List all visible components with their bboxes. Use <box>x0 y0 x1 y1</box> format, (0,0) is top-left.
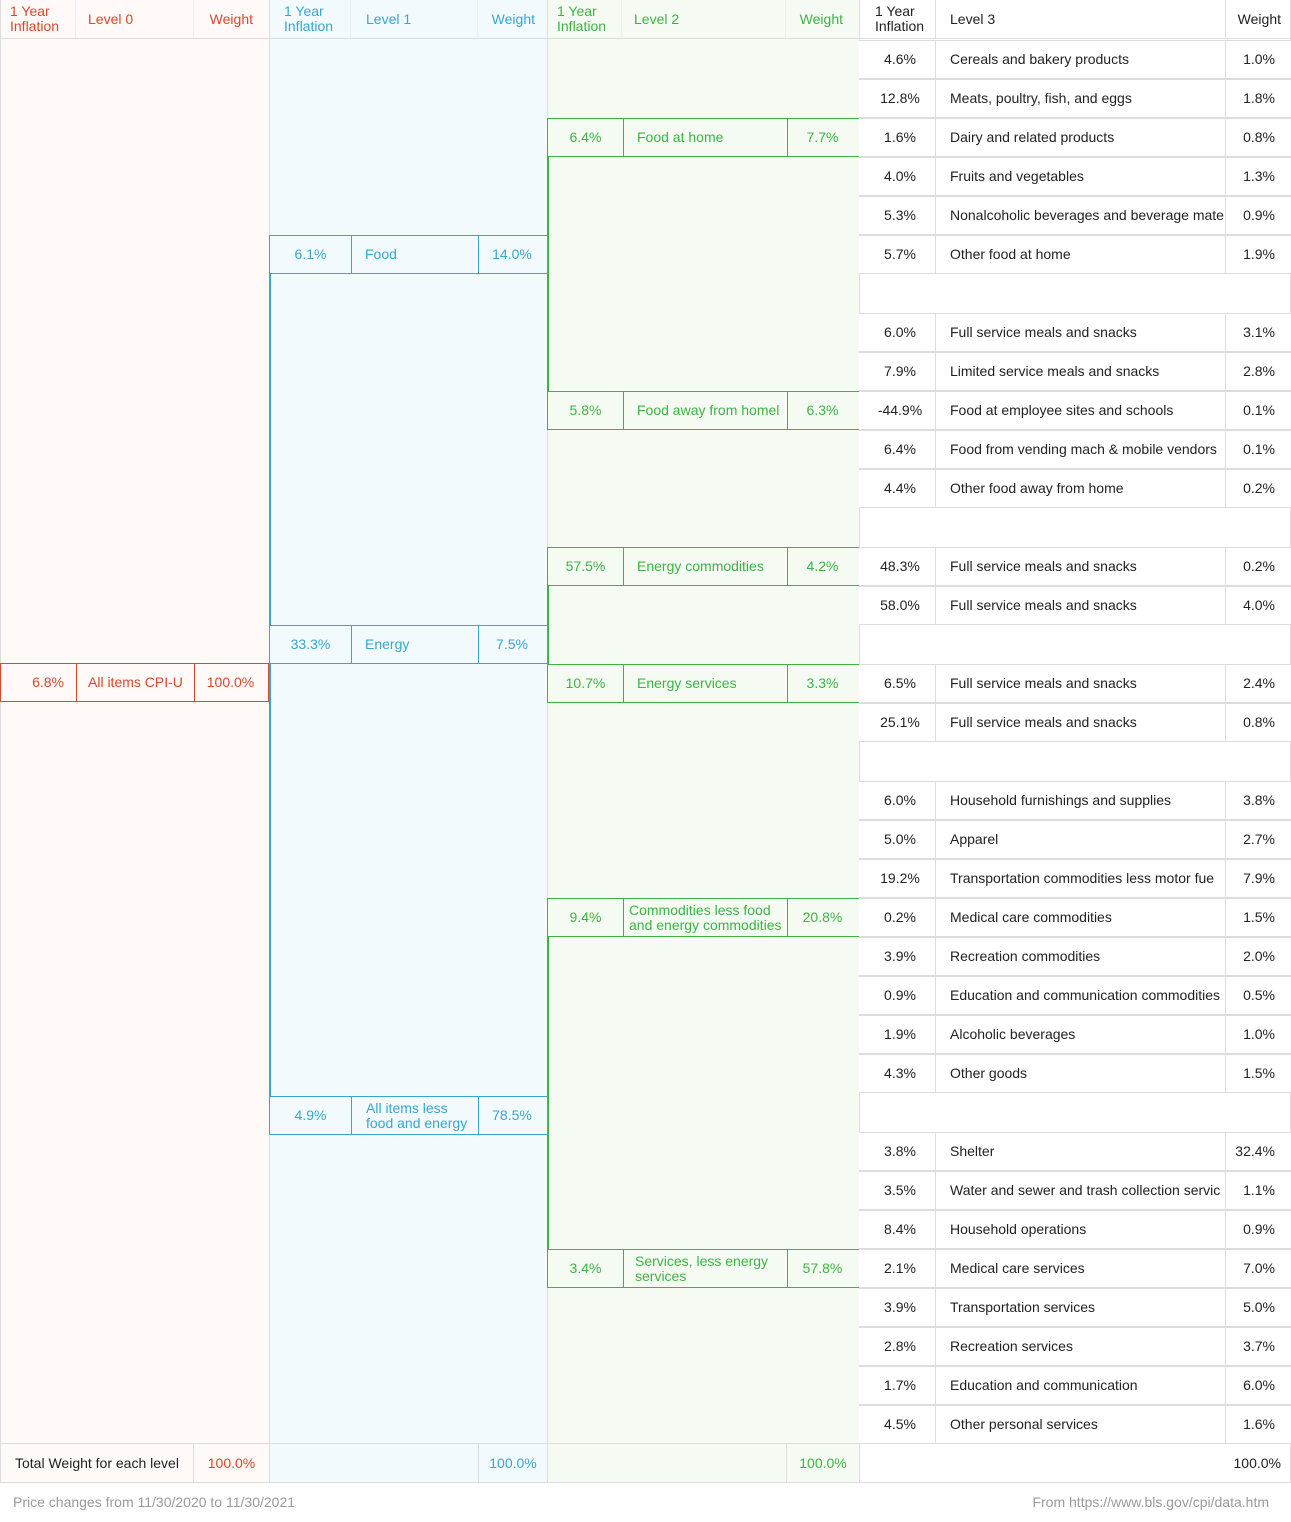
level3-label: Medical care services <box>950 1260 1085 1276</box>
level3-weight: 1.5% <box>1243 909 1275 925</box>
level1-0-inflation: 6.1% <box>294 246 327 262</box>
level3-row[interactable] <box>859 1366 1291 1405</box>
header-l2-inflation <box>547 0 622 39</box>
header-l2-level <box>622 0 786 39</box>
level3-weight: 2.0% <box>1243 948 1275 964</box>
level3-row[interactable] <box>859 196 1291 235</box>
level3-inflation: 6.0% <box>884 324 916 340</box>
level1-1-row[interactable] <box>269 625 548 664</box>
level3-label: Education and communication commodities <box>950 987 1221 1003</box>
header-l1-level <box>351 0 478 39</box>
level3-label: Full service meals and snacks <box>950 714 1137 730</box>
level2-4-weight: 20.8% <box>802 909 843 925</box>
level2-5-inflation: 3.4% <box>569 1260 602 1276</box>
level3-inflation: 1.7% <box>884 1377 916 1393</box>
level2-3-inflation: 10.7% <box>565 675 606 691</box>
header-l0-inflation-text: 1 Year Inflation <box>10 3 60 34</box>
level2-5-weight: 57.8% <box>802 1260 843 1276</box>
header-l1-weight-text: Weight <box>491 10 535 27</box>
level3-row[interactable] <box>859 1132 1291 1171</box>
footer-total-l0-text: 100.0% <box>207 1455 256 1471</box>
header-l2-weight-text: Weight <box>799 10 843 27</box>
level3-weight: 0.2% <box>1243 558 1275 574</box>
level3-inflation: 5.3% <box>884 207 916 223</box>
level3-weight: 7.0% <box>1243 1260 1275 1276</box>
level3-weight: 0.9% <box>1243 1221 1275 1237</box>
level3-inflation: 6.4% <box>884 441 916 457</box>
level3-label: Limited service meals and snacks <box>950 363 1160 379</box>
level3-inflation: 0.9% <box>884 987 916 1003</box>
level2-1-inflation: 5.8% <box>569 402 602 418</box>
level3-row[interactable] <box>859 820 1291 859</box>
level3-row[interactable] <box>859 1288 1291 1327</box>
level2-4-label: Commodities less food and energy commodities <box>629 901 782 933</box>
level3-weight: 1.0% <box>1243 51 1275 67</box>
header-l3-weight <box>1226 0 1291 39</box>
footer-total-l0 <box>194 1443 269 1483</box>
level3-row[interactable] <box>859 79 1291 118</box>
level2-4-row[interactable] <box>547 898 860 937</box>
header-l0-level-text: Level 0 <box>88 10 134 27</box>
level3-weight: 2.4% <box>1243 675 1275 691</box>
level3-label: Other food away from home <box>950 480 1124 496</box>
header-l2-level-text: Level 2 <box>634 10 680 27</box>
level3-row[interactable] <box>859 703 1291 742</box>
footer-total-l2-text: 100.0% <box>799 1455 847 1471</box>
level3-row[interactable] <box>859 1015 1291 1054</box>
level2-2-label: Energy commodities <box>637 558 764 574</box>
header-l1-inflation <box>269 0 351 39</box>
connector-l1-spine <box>269 235 271 1134</box>
level3-inflation: 4.0% <box>884 168 916 184</box>
level3-row[interactable] <box>859 430 1291 469</box>
level3-label: Other personal services <box>950 1416 1098 1432</box>
level2-1-label: Food away from homel <box>637 402 780 418</box>
level3-row[interactable] <box>859 1405 1291 1444</box>
level3-weight: 0.5% <box>1243 987 1275 1003</box>
level3-inflation: 19.2% <box>880 870 920 886</box>
level3-row[interactable] <box>859 313 1291 352</box>
level3-inflation: 3.8% <box>884 1143 916 1159</box>
level3-weight: 2.7% <box>1243 831 1275 847</box>
level2-2-weight: 4.2% <box>806 558 839 574</box>
level1-2-weight: 78.5% <box>492 1107 532 1123</box>
level3-label: Household furnishings and supplies <box>950 792 1172 808</box>
level2-0-weight: 7.7% <box>806 129 839 145</box>
level1-column-bg <box>269 0 547 1483</box>
level3-label: Other food at home <box>950 246 1071 262</box>
level2-5-row[interactable] <box>547 1249 860 1288</box>
level3-label: Household operations <box>950 1221 1087 1237</box>
level2-1-weight: 6.3% <box>806 402 839 418</box>
level3-label: Other goods <box>950 1065 1028 1081</box>
level0-row[interactable] <box>0 663 269 702</box>
level1-2-label: All items less food and energy <box>366 1099 468 1131</box>
level3-weight: 1.1% <box>1243 1182 1275 1198</box>
footer-total-l2 <box>786 1443 859 1483</box>
level3-inflation: 2.1% <box>884 1260 916 1276</box>
level3-weight: 1.9% <box>1243 246 1275 262</box>
level3-inflation: 4.3% <box>884 1065 916 1081</box>
level3-weight: 4.0% <box>1243 597 1275 613</box>
level0-label: All items CPI-U <box>88 674 183 690</box>
level3-row[interactable] <box>859 40 1291 79</box>
level3-label: Transportation services <box>950 1299 1095 1315</box>
level3-label: Full service meals and snacks <box>950 558 1137 574</box>
level3-label: Nonalcoholic beverages and beverage mate <box>950 207 1224 223</box>
level3-row[interactable] <box>859 976 1291 1015</box>
level3-row[interactable] <box>859 1171 1291 1210</box>
level0-inflation: 6.8% <box>32 674 64 690</box>
footer-total-label <box>0 1443 194 1483</box>
level3-label: Meats, poultry, fish, and eggs <box>950 90 1132 106</box>
level3-weight: 1.3% <box>1243 168 1275 184</box>
level3-row[interactable] <box>859 1249 1291 1288</box>
level3-inflation: 48.3% <box>880 558 920 574</box>
level3-inflation: 25.1% <box>880 714 920 730</box>
level3-label: Dairy and related products <box>950 129 1115 145</box>
level3-label: Recreation services <box>950 1338 1073 1354</box>
level3-weight: 32.4% <box>1235 1143 1275 1159</box>
level3-row[interactable] <box>859 157 1291 196</box>
footer-total-label-text: Total Weight for each level <box>15 1455 179 1471</box>
header-l0-inflation <box>0 0 76 39</box>
level3-row[interactable] <box>859 235 1291 274</box>
header-l3-weight-text: Weight <box>1237 10 1281 27</box>
level3-inflation: 58.0% <box>880 597 920 613</box>
header-l3-level-text: Level 3 <box>950 10 996 27</box>
level3-label: Medical care commodities <box>950 909 1112 925</box>
level0-column-bg <box>0 0 269 1483</box>
level3-inflation: 5.7% <box>884 246 916 262</box>
level3-row[interactable] <box>859 937 1291 976</box>
level3-inflation: 3.5% <box>884 1182 916 1198</box>
level3-weight: 5.0% <box>1243 1299 1275 1315</box>
header-l0-weight <box>194 0 269 39</box>
level3-weight: 1.6% <box>1243 1416 1275 1432</box>
level3-weight: 1.8% <box>1243 90 1275 106</box>
level2-3-row[interactable] <box>547 664 860 703</box>
level1-0-label: Food <box>365 246 397 262</box>
level1-1-label: Energy <box>365 636 410 652</box>
level2-0-label: Food at home <box>637 129 724 145</box>
level3-label: Apparel <box>950 831 999 847</box>
level0-weight: 100.0% <box>206 674 255 690</box>
footnote-source: From https://www.bls.gov/cpi/data.htm <box>1032 1494 1269 1510</box>
level3-inflation: 4.5% <box>884 1416 916 1432</box>
connector-l2-core-spine <box>547 898 549 1287</box>
level3-inflation: 5.0% <box>884 831 916 847</box>
header-l1-inflation-text: 1 Year Inflation <box>284 3 334 34</box>
level2-4-inflation: 9.4% <box>569 909 602 925</box>
level3-row[interactable] <box>859 118 1291 157</box>
level3-inflation: 6.5% <box>884 675 916 691</box>
level3-weight: 3.1% <box>1243 324 1275 340</box>
level3-label: Full service meals and snacks <box>950 324 1137 340</box>
level3-inflation: 1.9% <box>884 1026 916 1042</box>
level3-label: Alcoholic beverages <box>950 1026 1076 1042</box>
frame-left <box>0 0 1 1483</box>
level3-row[interactable] <box>859 547 1291 586</box>
level3-weight: 1.5% <box>1243 1065 1275 1081</box>
level2-2-inflation: 57.5% <box>565 558 606 574</box>
level3-row[interactable] <box>859 1054 1291 1093</box>
header-l1-weight <box>478 0 547 39</box>
header-l0-level <box>76 0 194 39</box>
footer-total-l3 <box>1200 1443 1291 1483</box>
level1-0-row[interactable] <box>269 235 548 274</box>
header-l3-inflation-text: 1 Year Inflation <box>875 3 925 34</box>
level3-label: Food from vending mach & mobile vendors <box>950 441 1217 457</box>
level3-inflation: 2.8% <box>884 1338 916 1354</box>
level2-1-row[interactable] <box>547 391 860 430</box>
level3-inflation: 12.8% <box>880 90 920 106</box>
level3-inflation: 4.4% <box>884 480 916 496</box>
level3-label: Food at employee sites and schools <box>950 402 1174 418</box>
level3-label: Cereals and bakery products <box>950 51 1129 67</box>
level3-weight: 1.0% <box>1243 1026 1275 1042</box>
level3-inflation: 1.6% <box>884 129 916 145</box>
level3-label: Education and communication <box>950 1377 1138 1393</box>
level3-weight: 0.9% <box>1243 207 1275 223</box>
header-l3-inflation <box>859 0 936 39</box>
level3-weight: 0.8% <box>1243 129 1275 145</box>
header-l2-weight <box>786 0 859 39</box>
footer-total-l1-text: 100.0% <box>489 1455 537 1471</box>
header-l3-level <box>936 0 1226 39</box>
footer-total-l3-text: 100.0% <box>1233 1455 1281 1471</box>
level3-row[interactable] <box>859 664 1291 703</box>
level3-weight: 0.1% <box>1243 402 1275 418</box>
level3-row[interactable] <box>859 1327 1291 1366</box>
level3-inflation: 3.9% <box>884 1299 916 1315</box>
level3-label: Full service meals and snacks <box>950 597 1137 613</box>
level2-2-row[interactable] <box>547 547 860 586</box>
level3-row[interactable] <box>859 586 1291 625</box>
level3-weight: 2.8% <box>1243 363 1275 379</box>
level3-label: Fruits and vegetables <box>950 168 1084 184</box>
level3-weight: 3.8% <box>1243 792 1275 808</box>
header-l2-inflation-text: 1 Year Inflation <box>557 3 607 34</box>
level1-1-inflation: 33.3% <box>290 636 331 652</box>
level3-row[interactable] <box>859 391 1291 430</box>
level3-label: Water and sewer and trash collection servic <box>950 1182 1221 1198</box>
level3-inflation: 8.4% <box>884 1221 916 1237</box>
level1-0-weight: 14.0% <box>492 246 532 262</box>
level3-inflation: 3.9% <box>884 948 916 964</box>
level3-label: Transportation commodities less motor fue <box>950 870 1215 886</box>
level3-inflation: -44.9% <box>877 402 923 418</box>
level3-weight: 0.8% <box>1243 714 1275 730</box>
header-l0-weight-text: Weight <box>209 10 253 27</box>
level3-weight: 6.0% <box>1243 1377 1275 1393</box>
level3-row[interactable] <box>859 469 1291 508</box>
level3-row[interactable] <box>859 781 1291 820</box>
level3-row[interactable] <box>859 1210 1291 1249</box>
level3-weight: 7.9% <box>1243 870 1275 886</box>
level3-inflation: 6.0% <box>884 792 916 808</box>
level1-1-weight: 7.5% <box>496 636 528 652</box>
level2-0-inflation: 6.4% <box>569 129 602 145</box>
level3-row[interactable] <box>859 859 1291 898</box>
level3-inflation: 4.6% <box>884 51 916 67</box>
level2-3-weight: 3.3% <box>806 675 839 691</box>
level3-row[interactable] <box>859 898 1291 937</box>
level3-label: Full service meals and snacks <box>950 675 1137 691</box>
level3-label: Shelter <box>950 1143 995 1159</box>
level3-weight: 0.1% <box>1243 441 1275 457</box>
footnote-date-range: Price changes from 11/30/2020 to 11/30/2021 <box>13 1494 296 1510</box>
level3-weight: 0.2% <box>1243 480 1275 496</box>
level2-3-label: Energy services <box>637 675 737 691</box>
level1-2-row[interactable] <box>269 1096 548 1135</box>
level3-weight: 3.7% <box>1243 1338 1275 1354</box>
footer-total-l1 <box>478 1443 547 1483</box>
level1-2-inflation: 4.9% <box>294 1107 327 1123</box>
header-l1-level-text: Level 1 <box>366 10 412 27</box>
level3-inflation: 7.9% <box>884 363 916 379</box>
level3-inflation: 0.2% <box>884 909 916 925</box>
level3-row[interactable] <box>859 352 1291 391</box>
level3-label: Recreation commodities <box>950 948 1101 964</box>
level2-0-row[interactable] <box>547 118 860 157</box>
level2-5-label: Services, less energy services <box>635 1252 769 1284</box>
